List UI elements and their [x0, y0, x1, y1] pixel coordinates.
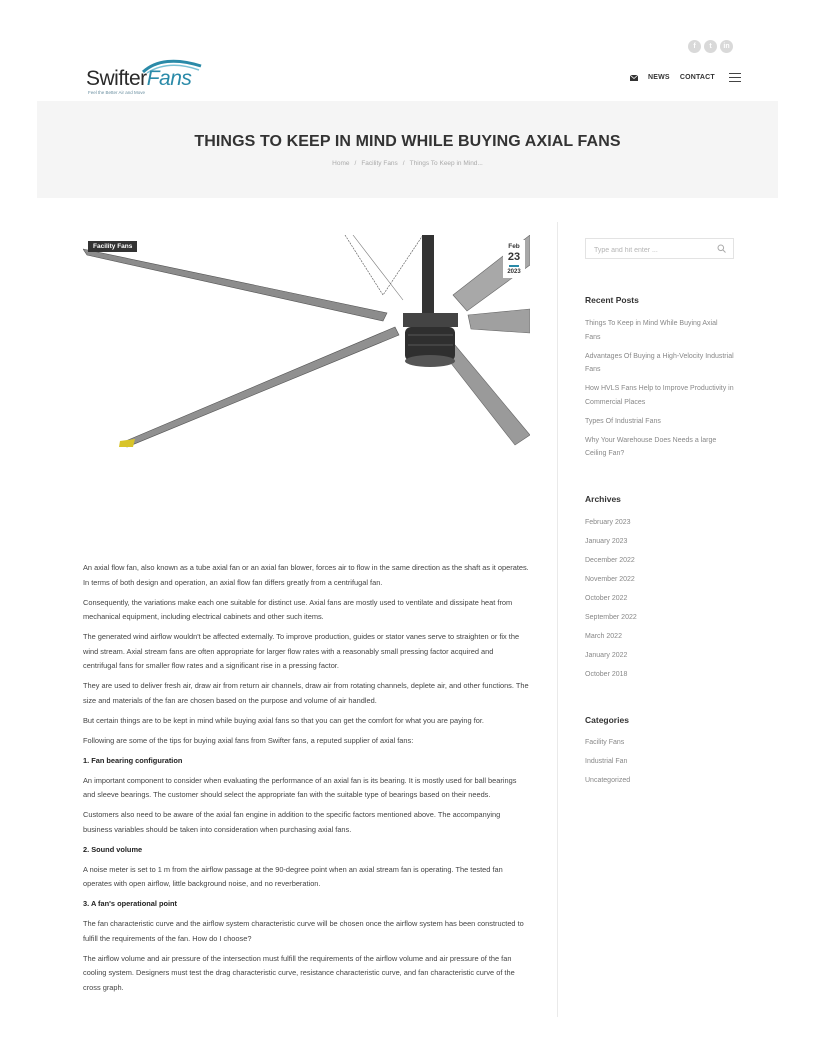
site-logo[interactable]: [86, 58, 216, 98]
featured-image[interactable]: [83, 235, 530, 532]
article-subheading: 1. Fan bearing configuration: [83, 755, 183, 765]
facebook-icon[interactable]: f: [688, 40, 701, 53]
article-paragraph: The fan characteristic curve and the airflow system characteristic curve will be chosen once the airflow system has been constructed to fulfill the requirements of the fan. How do I choose?: [83, 919, 524, 943]
main-nav: [630, 73, 741, 82]
post-date-year: 2023: [507, 268, 521, 275]
social-links: [688, 40, 733, 53]
recent-post-link[interactable]: Types Of Industrial Fans: [585, 417, 661, 425]
breadcrumb-current: Things To Keep in Mind...: [409, 160, 483, 167]
nav-contact[interactable]: CONTACT: [679, 74, 715, 81]
logo-tagline: Feel the Better Air and Move: [88, 90, 146, 95]
page-header: [37, 101, 778, 198]
hvls-fan-illustration: [83, 235, 530, 532]
categories-list: [585, 736, 735, 793]
archive-link[interactable]: January 2023: [585, 538, 628, 545]
post-date-day: 23: [507, 251, 521, 263]
article-subheading: 3. A fan's operational point: [83, 899, 178, 908]
archive-link[interactable]: March 2022: [585, 633, 622, 640]
logo-wordmark: SwifterFans: [86, 67, 192, 90]
breadcrumb-home[interactable]: Home: [332, 160, 350, 167]
article-paragraph: The airflow volume and air pressure of the intersection must fulfill the requirements of the airflow volume and air pressure of the fan cooling system. Designers must test the drag characteristic curve, resistance characteristic curve, and fan characteristic curve of the cross graph.: [83, 953, 515, 992]
archive-link[interactable]: September 2022: [585, 614, 637, 621]
article-paragraph: Following are some of the tips for buying axial fans from Swifter fans, a reputed supplier of axial fans:: [83, 735, 414, 745]
categories-title: Categories: [585, 715, 629, 725]
article-paragraph: They are used to deliver fresh air, draw air from return air channels, draw air from rotating channels, deplete air, and other functions. The size and materials of the fan are chosen based on the purpose and volume of air handled.: [83, 681, 529, 705]
category-link[interactable]: Uncategorized: [585, 777, 631, 784]
search-input[interactable]: [586, 241, 706, 260]
archive-link[interactable]: October 2022: [585, 595, 628, 602]
article-paragraph: The generated wind airflow wouldn't be affected externally. To improve production, guides or stator vanes serve to straighten or fix the wind stream. Axial stream fans are often appropriate for larger flow rates with a reasonably small pressing factor acquired and centrifugal fans for smaller flow rates and a significant rise in a pressing factor.: [83, 632, 520, 670]
recent-post-link[interactable]: Advantages Of Buying a High-Velocity Industrial Fans: [585, 352, 734, 373]
mail-icon[interactable]: [630, 75, 638, 81]
article-paragraph: But certain things are to be kept in mind while buying axial fans so that you can get the comfort for what you are paying for.: [83, 715, 484, 725]
archives-list: [585, 516, 735, 687]
article-paragraph: An axial flow fan, also known as a tube axial fan or an axial fan blower, forces air to flow in the same direction as the shaft as it operates. In terms of both design and operation, an axial flow fan differs greatly from a centrifugal fan.: [83, 563, 529, 587]
archive-link[interactable]: November 2022: [585, 576, 635, 583]
article-body: [83, 561, 529, 1001]
hamburger-menu-icon[interactable]: [729, 73, 741, 82]
breadcrumb: Home / Facility Fans / Things To Keep in Mind...: [332, 160, 483, 167]
search-icon[interactable]: [717, 244, 726, 253]
article-paragraph: Consequently, the variations make each one suitable for distinct use. Axial fans are mostly used to ventilate and dissipate heat from mechanical equipment, including electrical cabinets and other such items.: [83, 597, 513, 621]
recent-post-link[interactable]: Why Your Warehouse Does Needs a large Ceiling Fan?: [585, 436, 717, 457]
recent-post-link[interactable]: How HVLS Fans Help to Improve Productivity in Commercial Places: [585, 385, 734, 406]
article-paragraph: An important component to consider when evaluating the performance of an axial fan is its bearing. It is mostly used for ball bearings and sleeve bearings. The customer should select the appropriate fan with the suitable type of bearings based on their needs.: [83, 775, 517, 799]
post-date: [503, 240, 525, 278]
sidebar-divider: [557, 222, 558, 1017]
breadcrumb-category[interactable]: Facility Fans: [361, 160, 398, 167]
archives-title: Archives: [585, 494, 621, 504]
recent-posts-list: [585, 317, 735, 466]
recent-post-link[interactable]: Things To Keep in Mind While Buying Axial Fans: [585, 320, 718, 341]
nav-news[interactable]: NEWS: [648, 74, 670, 81]
page-title: THINGS TO KEEP IN MIND WHILE BUYING AXIAL FANS: [194, 133, 621, 150]
category-link[interactable]: Industrial Fan: [585, 758, 628, 765]
article-subheading: 2. Sound volume: [83, 844, 143, 854]
category-link[interactable]: Facility Fans: [585, 739, 625, 746]
post-date-month: Feb: [508, 243, 520, 250]
article-paragraph: A noise meter is set to 1 m from the airflow passage at the 90-degree point when an axial stream fan is operating. The tested fan operates with open airflow, little background noise, and no reverberation.: [83, 864, 503, 888]
article-paragraph: Customers also need to be aware of the axial fan engine in addition to the specific factors mentioned above. The accompanying business variables should be taken into consideration when purchasing axial fans.: [83, 810, 501, 834]
category-badge[interactable]: Facility Fans: [88, 241, 137, 252]
archive-link[interactable]: December 2022: [585, 557, 635, 564]
archive-link[interactable]: February 2023: [585, 519, 631, 526]
archive-link[interactable]: October 2018: [585, 671, 628, 678]
date-divider: [509, 265, 519, 267]
linkedin-icon[interactable]: in: [720, 40, 733, 53]
search-box: [585, 238, 734, 259]
archive-link[interactable]: January 2022: [585, 652, 628, 659]
twitter-icon[interactable]: t: [704, 40, 717, 53]
recent-posts-title: Recent Posts: [585, 295, 639, 305]
